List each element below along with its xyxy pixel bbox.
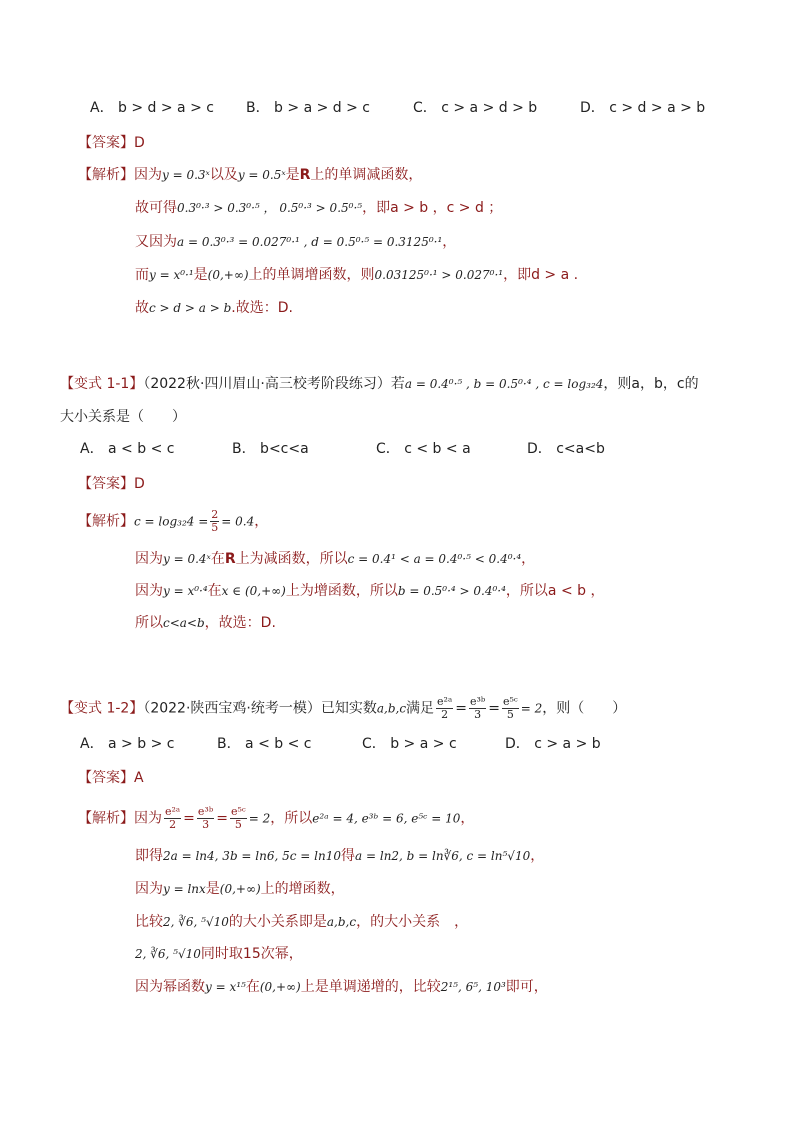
option-b: B． a < b < c (217, 736, 312, 752)
answer-tag: 【答案】 (78, 135, 134, 151)
analysis-line-1: 【解析】因为 $\frac{\text{e²ᵃ}}{2}$ = $\frac{\text{e³ᵇ}}{3}$ = $\frac{\text{e⁵ᶜ}}{5}$ = 2，所以e²ᵃ = 4, e³ᵇ = 6, e⁵ᶜ = 10， (78, 805, 475, 831)
analysis-line-4: 而y = x⁰·¹是(0,+∞)上的单调增函数，则0.03125⁰·¹ > 0.027⁰·¹，即d > a . (135, 267, 579, 283)
option-d: D． c > a > b (505, 736, 601, 752)
answer-line (78, 133, 145, 153)
analysis-line-5: 故c > d > a > b.故选：D. (135, 300, 293, 316)
variant-1-1-title-line2: 大小关系是（ ） (60, 409, 186, 425)
analysis-line-4: 所以c<a<b，故选：D. (135, 615, 276, 631)
analysis-line-1: 【解析】c = log₃₂4 = $\frac{2}{5}$ = 0.4， (78, 508, 269, 534)
variant-1-1-title: 【变式 1-1】（2022秋·四川眉山·高三校考阶段练习）若a = 0.4⁰·⁵ , b = 0.5⁰·⁴ , c = log₃₂4，则a，b，c的 (60, 376, 699, 392)
fraction: $\frac{2}{5}$ (211, 508, 219, 534)
option-a: A． b > d > a > c (90, 100, 214, 116)
analysis-line-4: 比较2, ∛6, ⁵√10的大小关系即是a,b,c，的大小关系 ， (135, 914, 469, 930)
option-d: D． c > d > a > b (580, 100, 706, 116)
option-a: A． a < b < c (80, 441, 175, 457)
fraction: $\frac{\text{e²ᵃ}}{2}$ (165, 805, 181, 831)
answer-line: 【答案】A (78, 770, 144, 786)
option-c: C． c > a > d > b (413, 100, 538, 116)
option-d: D． c<a<b (527, 441, 605, 457)
fraction: $\frac{\text{e⁵ᶜ}}{5}$ (503, 695, 518, 721)
analysis-line-2: 故可得0.3⁰·³ > 0.3⁰·⁵ ， 0.5⁰·³ > 0.5⁰·⁵，即a > b ，c > d ； (135, 200, 503, 216)
fraction: $\frac{\text{e⁵ᶜ}}{5}$ (230, 805, 246, 831)
analysis-line-3: 又因为a = 0.3⁰·³ = 0.027⁰·¹ , d = 0.5⁰·⁵ = 0.3125⁰·¹， (135, 234, 457, 250)
variant-1-2-title: 【变式 1-2】（2022·陕西宝鸡·统考一模）已知实数a,b,c满足 $\frac{\text{e²ᵃ}}{2}$ = $\frac{\text{e³ᵇ}}{3}$ = $\frac{\text{e⁵ᶜ}}{5}$ = 2，则（ ） (60, 695, 627, 721)
option-c: C． c < b < a (376, 441, 471, 457)
option-a: A． a > b > c (80, 736, 175, 752)
analysis-line-1: 【解析】因为y = 0.3ˣ以及y = 0.5ˣ是R上的单调减函数， (78, 167, 423, 183)
analysis-line-6: 因为幂函数y = x¹⁵在(0,+∞)上是单调递增的，比较2¹⁵, 6⁵, 10³即可， (135, 979, 548, 995)
analysis-line-5: 2, ∛6, ⁵√10同时取15次幂， (135, 946, 303, 962)
fraction: $\frac{\text{e³ᵇ}}{3}$ (197, 805, 214, 831)
option-c: C． b > a > c (362, 736, 457, 752)
analysis-line-2: 因为y = 0.4ˣ在R上为减函数，所以c = 0.4¹ < a = 0.4⁰·⁵ < 0.4⁰·⁴， (135, 551, 536, 567)
answer-line: 【答案】D (78, 476, 145, 492)
fraction: $\frac{\text{e³ᵇ}}{3}$ (469, 695, 486, 721)
answer-value: D (134, 135, 145, 151)
option-b: B． b<c<a (232, 441, 309, 457)
analysis-line-2: 即得2a = ln4, 3b = ln6, 5c = ln10得a = ln2, b = ln∛6, c = ln⁵√10， (135, 848, 545, 864)
option-b: B． b > a > d > c (246, 100, 370, 116)
analysis-line-3: 因为y = lnx是(0,+∞)上的增函数， (135, 881, 345, 897)
analysis-line-3: 因为y = x⁰·⁴在x ∈ (0,+∞)上为增函数，所以b = 0.5⁰·⁴ > 0.4⁰·⁴，所以a < b ， (135, 583, 605, 599)
fraction: $\frac{\text{e²ᵃ}}{2}$ (437, 695, 453, 721)
